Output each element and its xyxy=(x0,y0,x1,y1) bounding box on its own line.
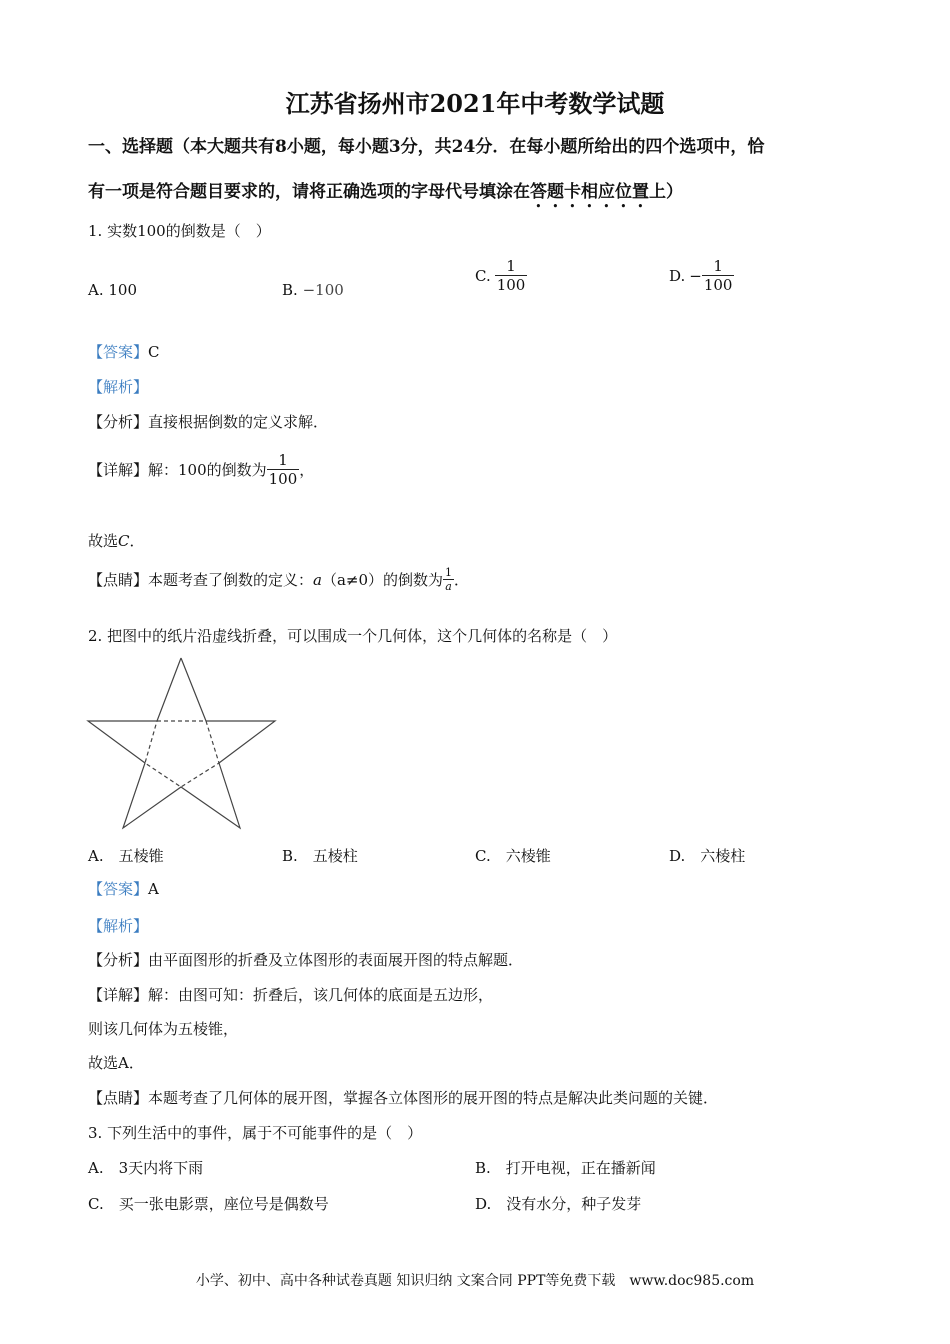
q1-xiangjie-fraction xyxy=(267,451,300,488)
question-1-stem: 1. 实数100的倒数是（ ） xyxy=(88,222,271,240)
q1-option-b-value: −100 xyxy=(302,281,344,299)
q1-option-b-label: B. xyxy=(282,281,298,299)
q1-answer xyxy=(88,341,160,362)
fold-lines xyxy=(145,721,219,787)
q1-option-c-fraction xyxy=(495,257,528,294)
q2-xiangjie: 【详解】解：由图可知：折叠后，该几何体的底面是五边形， xyxy=(88,986,494,1004)
q2-option-b: B. 五棱柱 xyxy=(282,847,358,865)
q2-fenxi: 【分析】由平面图形的折叠及立体图形的表面展开图的特点解题． xyxy=(88,951,524,969)
fraction-numerator: 1 xyxy=(278,451,288,469)
fraction-numerator: 1 xyxy=(713,257,723,275)
q1-option-b xyxy=(282,281,344,299)
guxuan-suffix: ． xyxy=(129,532,145,550)
xiangjie-suffix: ， xyxy=(299,461,315,479)
q2-option-a: A. 五棱锥 xyxy=(88,847,164,865)
q1-fenxi: 【分析】直接根据倒数的定义求解． xyxy=(88,413,329,431)
dianjing-suffix: ． xyxy=(454,571,470,589)
heading-emphasis: 答题卡相应位置 xyxy=(530,182,649,202)
heading-text: 有一项是符合题目要求的，请将正确选项的字母代号填涂在 xyxy=(88,182,530,202)
dianjing-mid: （a≠0）的倒数为 xyxy=(321,571,444,589)
q2-option-c: C. 六棱锥 xyxy=(475,847,551,865)
section-heading-line1: 一、选择题（本大题共有8小题，每小题3分，共24分．在每小题所给出的四个选项中，恰 xyxy=(88,137,765,157)
q2-line2: 则该几何体为五棱锥， xyxy=(88,1020,239,1038)
q2-guxuan: 故选A． xyxy=(88,1054,144,1072)
q3-option-d: D. 没有水分，种子发芽 xyxy=(475,1195,642,1213)
page-title: 江苏省扬州市2021年中考数学试题 xyxy=(285,89,665,118)
q1-dianjing xyxy=(88,566,469,593)
fraction-numerator: 1 xyxy=(445,566,453,579)
q2-answer xyxy=(88,878,159,899)
xiangjie-text: 【详解】解：100的倒数为 xyxy=(88,461,267,479)
answer-tag: 【答案】 xyxy=(88,880,149,898)
answer-tag: 【答案】 xyxy=(88,343,149,361)
question-3-stem: 3. 下列生活中的事件，属于不可能事件的是（ ） xyxy=(88,1124,423,1142)
q1-dianjing-fraction xyxy=(443,566,454,593)
star-outline xyxy=(88,658,275,828)
q1-option-c xyxy=(475,257,527,294)
answer-value: C xyxy=(148,343,160,361)
q2-analysis-tag: 【解析】 xyxy=(88,917,149,935)
q1-guxuan xyxy=(88,530,145,551)
q1-xiangjie xyxy=(88,451,314,488)
fraction-denominator: 100 xyxy=(496,276,526,294)
q3-option-c: C. 买一张电影票，座位号是偶数号 xyxy=(88,1195,329,1213)
guxuan-text: 故选 xyxy=(88,532,119,550)
answer-value: A xyxy=(148,880,159,898)
fraction-denominator: 100 xyxy=(703,276,733,294)
guxuan-letter: C xyxy=(118,532,130,550)
pentagram-figure xyxy=(85,655,280,833)
footer-text: 小学、初中、高中各种试卷真题 知识归纳 文案合同 PPT等免费下载 www.doc985.com xyxy=(195,1273,755,1289)
dianjing-text: 【点睛】本题考查了倒数的定义： xyxy=(88,571,314,589)
q3-option-a: A. 3天内将下雨 xyxy=(88,1159,204,1177)
fraction-numerator: 1 xyxy=(506,257,516,275)
q1-option-d xyxy=(669,257,734,294)
fraction-denominator: 100 xyxy=(268,470,298,488)
q1-option-d-label: D. xyxy=(669,266,686,285)
q1-option-d-fraction xyxy=(702,257,735,294)
dianjing-var: a xyxy=(313,570,322,589)
q1-option-d-sign: − xyxy=(689,266,702,285)
q3-option-b: B. 打开电视，正在播新闻 xyxy=(475,1159,656,1177)
question-2-stem: 2. 把图中的纸片沿虚线折叠，可以围成一个几何体，这个几何体的名称是（ ） xyxy=(88,627,618,645)
q2-dianjing: 【点睛】本题考查了几何体的展开图，掌握各立体图形的展开图的特点是解决此类问题的关键． xyxy=(88,1089,719,1107)
q1-option-a: A. 100 xyxy=(88,281,137,299)
q1-option-c-label: C. xyxy=(475,266,491,285)
q2-option-d: D. 六棱柱 xyxy=(669,847,746,865)
section-heading-line2 xyxy=(88,177,683,212)
heading-suffix: 上） xyxy=(649,182,683,202)
fraction-denominator: a xyxy=(445,580,452,593)
q1-analysis-tag: 【解析】 xyxy=(88,378,149,396)
